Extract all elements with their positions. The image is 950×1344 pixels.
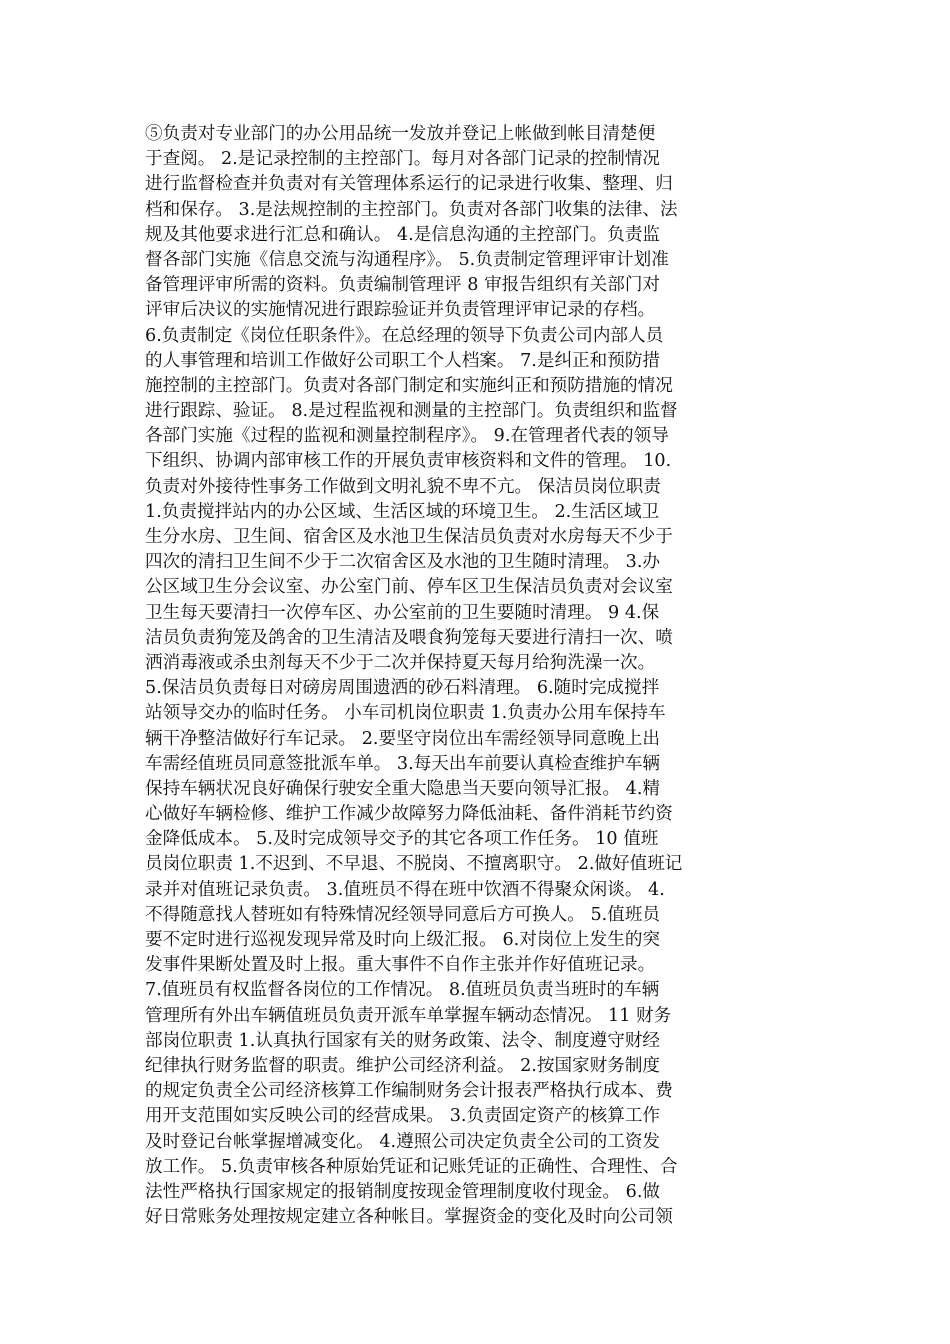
text-line: 四次的清扫卫生间不少于二次宿舍区及水池的卫生随时清理。 3.办 [145, 552, 661, 573]
text-line: 评审后决议的实施情况进行跟踪验证并负责管理评审记录的存档。 [145, 300, 656, 321]
text-line: 法性严格执行国家规定的报销制度按现金管理制度收付现金。 6.做 [145, 1181, 661, 1202]
text-line: 及时登记台帐掌握增减变化。 4.遵照公司决定负责全公司的工资发 [145, 1131, 661, 1152]
text-line: 保持车辆状况良好确保行驶安全重大隐患当天要向领导汇报。 4.精 [145, 778, 661, 799]
text-line: 不得随意找人替班如有特殊情况经领导同意后方可换人。 5.值班员 [145, 904, 661, 925]
text-line: 督各部门实施《信息交流与沟通程序》。 5.负责制定管理评审计划准 [145, 249, 669, 270]
text-line: 7.值班员有权监督各岗位的工作情况。 8.值班员负责当班时的车辆 [145, 980, 660, 1001]
text-line: 档和保存。 3.是法规控制的主控部门。负责对各部门收集的法律、法 [145, 199, 678, 220]
text-line: 站领导交办的临时任务。 小车司机岗位职责 1.负责办公用车保持车 [145, 703, 666, 724]
body-text [145, 122, 807, 1230]
text-line: 施控制的主控部门。负责对各部门制定和实施纠正和预防措施的情况 [145, 375, 673, 396]
text-line: 纪律执行财务监督的职责。维护公司经济利益。 2.按国家财务制度 [145, 1055, 661, 1076]
text-line: 的人事管理和培训工作做好公司职工个人档案。 7.是纠正和预防措 [145, 350, 661, 371]
text-line: 用开支范围如实反映公司的经营成果。 3.负责固定资产的核算工作 [145, 1106, 661, 1127]
text-line: ⑤负责对专业部门的办公用品统一发放并登记上帐做到帐目清楚便 [145, 124, 656, 144]
text-line: 洒消毒液或杀虫剂每天不少于二次并保持夏天每月给狗洗澡一次。 [145, 652, 656, 673]
text-line: 录并对值班记录负责。 3.值班员不得在班中饮酒不得聚众闲谈。 4. [145, 879, 665, 900]
text-line: 1.负责搅拌站内的办公区域、生活区域的环境卫生。 2.生活区域卫 [145, 501, 660, 522]
text-line: 5.保洁员负责每日对磅房周围遗洒的砂石料清理。 6.随时完成搅拌 [145, 678, 660, 699]
text-line: 要不定时进行巡视发现异常及时向上级汇报。 6.对岗位上发生的突 [145, 930, 661, 950]
text-line: 的规定负责全公司经济核算工作编制财务会计报表严格执行成本、费 [145, 1081, 673, 1102]
text-line: 负责对外接待性事务工作做到文明礼貌不卑不亢。 保洁员岗位职责 [145, 476, 661, 497]
text-line: 卫生每天要清扫一次停车区、办公室前的卫生要随时清理。 9 4.保 [145, 602, 660, 623]
text-line: 洁员负责狗笼及鸽舍的卫生清洁及喂食狗笼每天要进行清扫一次、喷 [145, 627, 673, 648]
text-line: 生分水房、卫生间、宿舍区及水池卫生保洁员负责对水房每天不少于 [145, 527, 673, 547]
text-line: 各部门实施《过程的监视和测量控制程序》。 9.在管理者代表的领导 [145, 426, 669, 447]
text-line: 车需经值班员同意签批派车单。 3.每天出车前要认真检查维护车辆 [145, 753, 661, 774]
text-line: 进行监督检查并负责对有关管理体系运行的记录进行收集、整理、归 [145, 174, 673, 195]
text-line: 公区域卫生分会议室、办公室门前、停车区卫生保洁员负责对会议室 [145, 577, 673, 598]
text-line: 辆干净整洁做好行车记录。 2.要坚守岗位出车需经领导同意晚上出 [145, 728, 661, 749]
text-line: 部岗位职责 1.认真执行国家有关的财务政策、法令、制度遵守财经 [145, 1030, 661, 1051]
text-line: 下组织、协调内部审核工作的开展负责审核资料和文件的管理。 10. [145, 451, 672, 472]
text-line: 规及其他要求进行汇总和确认。 4.是信息沟通的主控部门。负责监 [145, 224, 661, 245]
text-line: 发事件果断处置及时上报。重大事件不自作主张并作好值班记录。 [145, 955, 656, 976]
text-line: 好日常账务处理按规定建立各种帐目。掌握资金的变化及时向公司领 [145, 1207, 673, 1228]
text-line: 金降低成本。 5.及时完成领导交予的其它各项工作任务。 10 值班 [145, 829, 659, 850]
text-line: 员岗位职责 1.不迟到、不早退、不脱岗、不擅离职守。 2.做好值班记 [145, 854, 683, 875]
text-line: 放工作。 5.负责审核各种原始凭证和记账凭证的正确性、合理性、合 [145, 1156, 678, 1177]
text-line: 6.负责制定《岗位任职条件》。在总经理的领导下负责公司内部人员 [145, 325, 664, 346]
text-line: 备管理评审所需的资料。负责编制管理评 8 审报告组织有关部门对 [145, 275, 661, 296]
text-line: 管理所有外出车辆值班员负责开派车单掌握车辆动态情况。 11 财务 [145, 1005, 672, 1026]
text-line: 于查阅。 2.是记录控制的主控部门。每月对各部门记录的控制情况 [145, 149, 661, 170]
text-line: 进行跟踪、验证。 8.是过程监视和测量的主控部门。负责组织和监督 [145, 401, 678, 422]
text-line: 心做好车辆检修、维护工作减少故障努力降低油耗、备件消耗节约资 [145, 804, 673, 825]
